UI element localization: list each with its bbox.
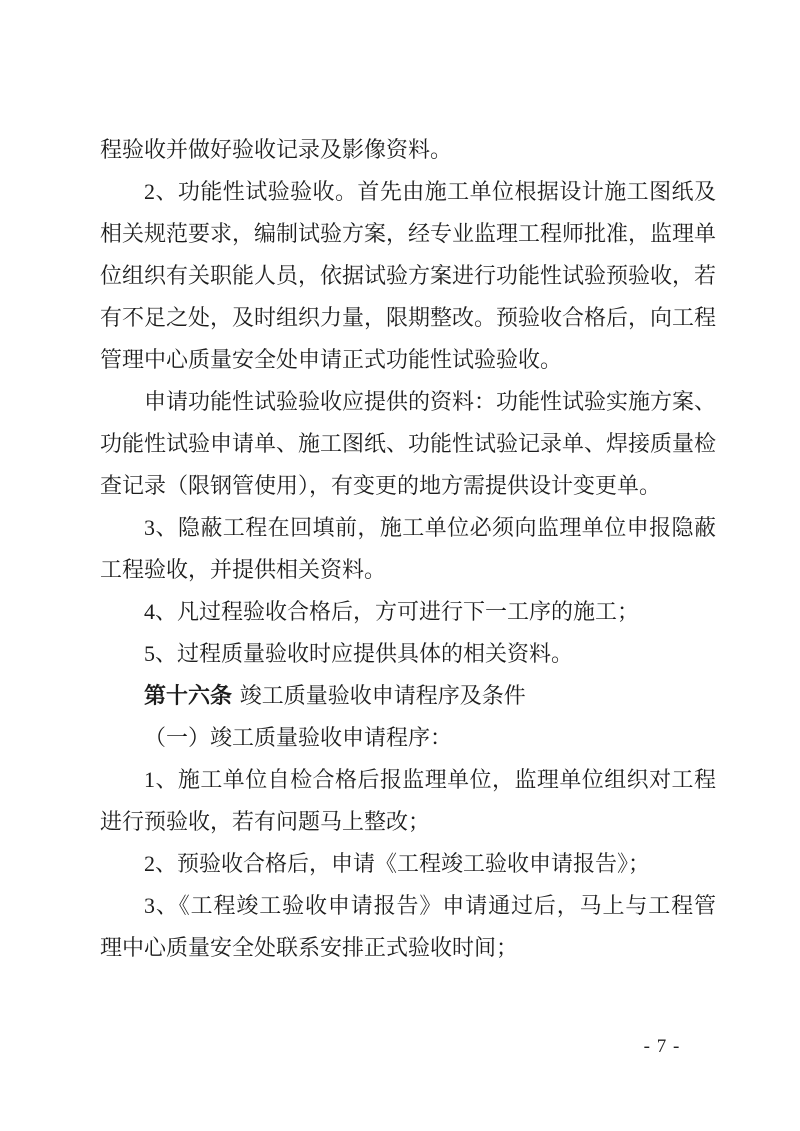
article-number: 第十六条 [144,683,233,708]
text-line: 3、《工程竣工验收申请报告》申请通过后，马上与工程管 [144,893,716,918]
text-line: 进行预验收，若有问题马上整改； [100,809,431,834]
text-line: 工程验收，并提供相关资料。 [100,557,387,582]
text-line: 2、预验收合格后，申请《工程竣工验收申请报告》； [144,851,651,876]
article-heading-line [100,675,716,717]
text-line: 查记录（限钢管使用），有变更的地方需提供设计变更单。 [100,473,662,498]
text-line: 4、凡过程验收合格后，方可进行下一工序的施工； [144,599,640,624]
text-line: 程验收并做好验收记录及影像资料。 [100,137,453,162]
text-line: 相关规范要求，编制试验方案，经专业监理工程师批准，监理单 [100,221,717,246]
text-line: 位组织有关职能人员，依据试验方案进行功能性试验预验收，若 [100,263,717,288]
text-line: 有不足之处，及时组织力量，限期整改。预验收合格后，向工程 [100,305,717,330]
text-line: 5、过程质量验收时应提供具体的相关资料。 [144,641,574,666]
text-line: 2、功能性试验验收。首先由施工单位根据设计施工图纸及 [144,179,716,204]
article-title: 竣工质量验收申请程序及条件 [239,683,526,708]
text-line: （一）竣工质量验收申请程序： [144,725,453,750]
text-line: 3、隐蔽工程在回填前，施工单位必须向监理单位申报隐蔽 [144,515,716,540]
text-line: 管理中心质量安全处申请正式功能性试验验收。 [100,347,563,372]
document-body [100,129,716,969]
text-line: 申请功能性试验验收应提供的资料：功能性试验实施方案、 [144,389,717,414]
page-number: - 7 - [643,1036,681,1057]
text-line: 理中心质量安全处联系安排正式验收时间； [100,935,519,960]
text-line: 1、施工单位自检合格后报监理单位，监理单位组织对工程 [144,767,716,792]
text-line: 功能性试验申请单、施工图纸、功能性试验记录单、焊接质量检 [100,431,717,456]
